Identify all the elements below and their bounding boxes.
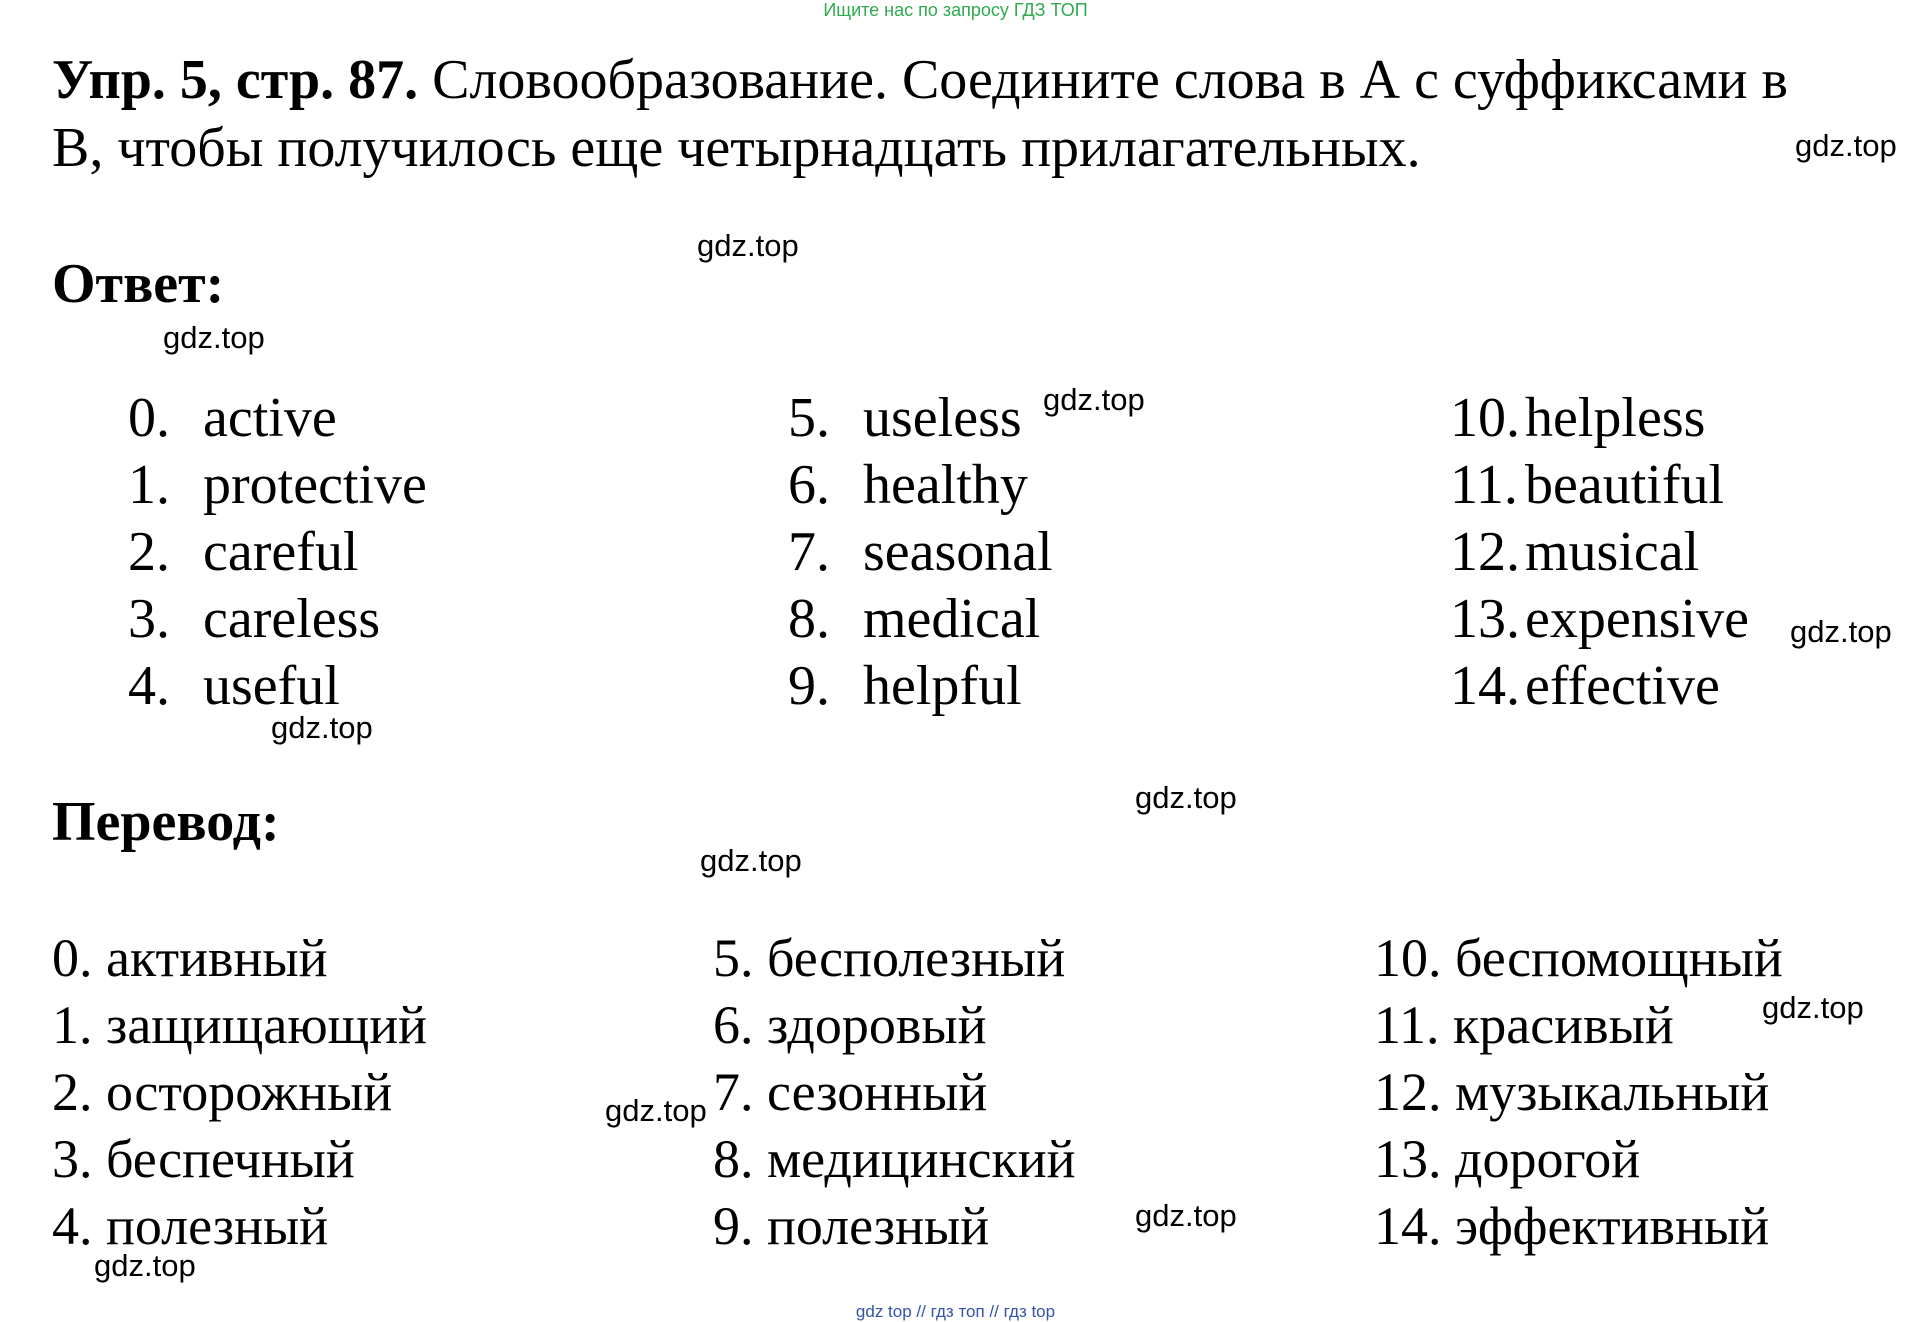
answer-column-1 <box>128 385 548 720</box>
list-item: 3. careless <box>128 588 381 650</box>
list-item: 14. effective <box>1450 655 1720 717</box>
answer-column-2 <box>788 385 1208 720</box>
list-item: 7. сезонный <box>713 1062 988 1122</box>
watermark: gdz.top <box>697 228 799 263</box>
watermark: gdz.top <box>700 843 802 878</box>
translation-heading: Перевод: <box>52 791 280 853</box>
translation-column-1 <box>52 925 427 1260</box>
list-item: 10. беспомощный <box>1374 928 1783 988</box>
list-item: 1. защищающий <box>52 995 428 1055</box>
watermark: gdz.top <box>163 320 265 355</box>
list-item: 2. осторожный <box>52 1062 393 1122</box>
list-item: 13. дорогой <box>1374 1129 1641 1189</box>
answer-heading: Ответ: <box>52 253 225 315</box>
list-item: 4. полезный <box>52 1196 329 1256</box>
list-item: 12. музыкальный <box>1374 1062 1770 1122</box>
list-item: 6. здоровый <box>713 995 987 1055</box>
list-item: 4. useful <box>128 655 340 717</box>
watermark: gdz.top <box>94 1248 196 1283</box>
list-item: 0. active <box>128 387 337 449</box>
title-line-1: Словообразование. Соедините слова в А с суффиксами в <box>432 49 1788 111</box>
watermark: gdz.top <box>1043 382 1145 417</box>
list-item: 3. беспечный <box>52 1129 355 1189</box>
translation-column-3 <box>1374 925 1783 1260</box>
list-item: 6. healthy <box>788 454 1028 516</box>
list-item: 7. seasonal <box>788 521 1053 583</box>
list-item: 8. medical <box>788 588 1041 650</box>
watermark: gdz.top <box>271 710 373 745</box>
list-item: 1. protective <box>128 454 427 516</box>
list-item: 9. полезный <box>713 1196 990 1256</box>
list-item: 5. бесполезный <box>713 928 1066 988</box>
list-item: 9. helpful <box>788 655 1022 717</box>
watermark: gdz.top <box>605 1093 707 1128</box>
title-line-2: B, чтобы получилось еще четырнадцать прилагательных. <box>52 117 1421 179</box>
list-item: 2. careful <box>128 521 359 583</box>
exercise-ref: Упр. 5, стр. 87. <box>52 49 419 111</box>
list-item: 5. useless <box>788 387 1022 449</box>
answer-column-3 <box>1450 385 1870 720</box>
translation-column-2 <box>713 925 1076 1260</box>
list-item: 11. beautiful <box>1450 454 1725 516</box>
list-item: 0. активный <box>52 928 328 988</box>
exercise-title <box>52 46 1788 182</box>
list-item: 13. expensive <box>1450 588 1749 650</box>
list-item: 12. musical <box>1450 521 1700 583</box>
watermark: gdz.top <box>1135 1198 1237 1233</box>
watermark: gdz.top <box>1135 780 1237 815</box>
watermark: gdz.top <box>1795 128 1897 163</box>
list-item: 14. эффективный <box>1374 1196 1770 1256</box>
footer-links: gdz top // гдз топ // гдз top <box>855 1302 1056 1321</box>
list-item: 8. медицинский <box>713 1129 1076 1189</box>
watermark: gdz.top <box>1762 990 1864 1025</box>
top-banner: Ищите нас по запросу ГДЗ ТОП <box>823 0 1088 20</box>
list-item: 11. красивый <box>1374 995 1674 1055</box>
list-item: 10. helpless <box>1450 387 1706 449</box>
watermark: gdz.top <box>1790 614 1892 649</box>
